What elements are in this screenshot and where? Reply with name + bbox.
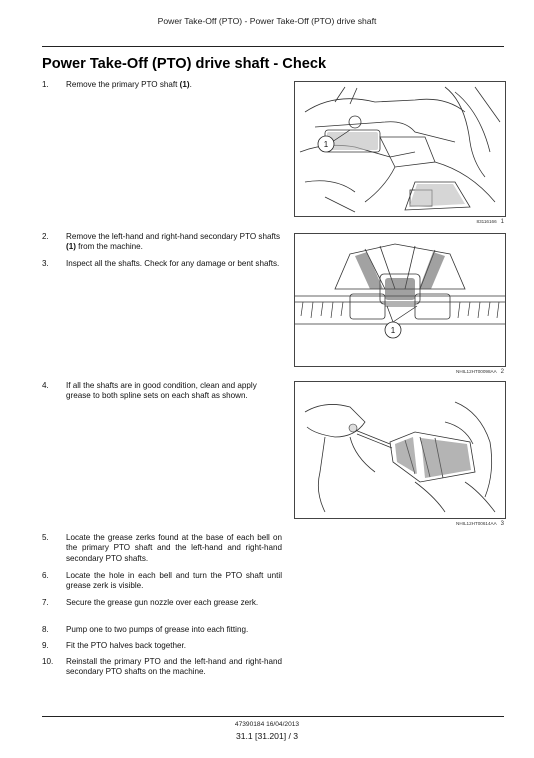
step-7 [42, 598, 282, 608]
step-2 [42, 232, 282, 253]
header-divider [42, 46, 504, 47]
figure-3-grease-splines [294, 381, 506, 519]
figure-1-pto-shaft [294, 81, 506, 217]
step-8 [42, 625, 282, 635]
figure-2-caption [294, 369, 504, 375]
step-number: 7. [42, 598, 49, 607]
footer-page-number: 31.1 [31.201] / 3 [235, 731, 299, 741]
figure-number: 1 [500, 219, 504, 225]
step-text: Reinstall the primary PTO and the left-hand and right-hand secondary PTO shafts on the machine. [66, 657, 282, 677]
step-number: 4. [42, 381, 49, 390]
step-text: Fit the PTO halves back together. [66, 641, 186, 650]
step-number: 3. [42, 259, 49, 268]
step-9 [42, 641, 282, 651]
step-number: 10. [42, 657, 54, 666]
figure-1-caption [294, 219, 504, 225]
figure-ref-code: 83116166 [476, 219, 497, 224]
footer-divider [42, 716, 504, 717]
figure-3-caption [294, 521, 504, 527]
step-text: Pump one to two pumps of grease into each fitting. [66, 625, 249, 634]
step-1 [42, 80, 282, 90]
figure-1-illustration [295, 82, 505, 216]
step-text: If all the shafts are in good condition, clean and apply grease to both spline sets on each shaft as shown. [66, 381, 257, 401]
figure-2-illustration [295, 234, 505, 366]
step-10 [42, 657, 282, 678]
page-title: Power Take-Off (PTO) drive shaft - Check [42, 56, 327, 72]
figure-ref-code: NHIL12HT00098AA [456, 369, 497, 374]
step-text: Locate the grease zerks found at the base of each bell on the primary PTO shaft and the left-hand and right-hand secondary PTO shafts. [66, 533, 282, 563]
step-text: Secure the grease gun nozzle over each grease zerk. [66, 598, 259, 607]
step-text: Inspect all the shafts. Check for any damage or bent shafts. [66, 259, 280, 268]
figure-ref-code: NHIL12HT00614AA [456, 521, 497, 526]
step-4 [42, 381, 282, 402]
figure-2-callout: 1 [390, 326, 396, 335]
footer-doc-reference: 47390184 16/04/2013 [234, 721, 300, 728]
step-number: 5. [42, 533, 49, 542]
step-number: 1. [42, 80, 49, 89]
step-number: 2. [42, 232, 49, 241]
step-number: 8. [42, 625, 49, 634]
step-text: Remove the left-hand and right-hand secondary PTO shafts (1) from the machine. [66, 232, 281, 252]
step-5 [42, 533, 282, 564]
step-text: Locate the hole in each bell and turn the PTO shaft until grease zerk is visible. [66, 571, 282, 591]
figure-number: 2 [500, 369, 504, 375]
step-number: 6. [42, 571, 49, 580]
step-3 [42, 259, 282, 269]
step-text: Remove the primary PTO shaft (1). [66, 80, 192, 89]
figure-1-callout: 1 [323, 140, 329, 149]
figure-2-secondary-pto-shafts [294, 233, 506, 367]
figure-number: 3 [500, 521, 504, 527]
figure-3-illustration [295, 382, 505, 518]
running-header: Power Take-Off (PTO) - Power Take-Off (PTO) drive shaft [157, 16, 377, 26]
step-6 [42, 571, 282, 592]
step-number: 9. [42, 641, 49, 650]
